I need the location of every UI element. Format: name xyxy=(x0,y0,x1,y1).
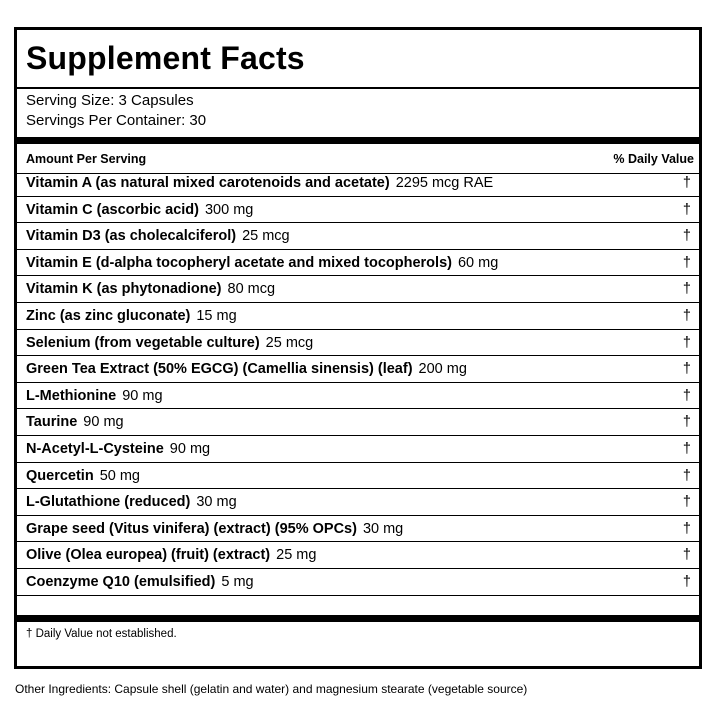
nutrient-amount: 90 mg xyxy=(83,414,124,431)
nutrient-amount: 5 mg xyxy=(221,573,254,590)
nutrient-name: Vitamin D3 (as cholecalciferol) xyxy=(26,228,237,245)
nutrient-amount: 80 mcg xyxy=(227,281,276,298)
nutrient-amount: 60 mg xyxy=(457,254,499,271)
nutrient-name: Vitamin K (as phytonadione) xyxy=(26,281,222,298)
daily-value: † xyxy=(682,228,691,245)
nutrient-amount: 25 mcg xyxy=(242,228,290,245)
supplement-facts-panel xyxy=(14,27,702,669)
nutrient-name: Coenzyme Q10 (emulsified) xyxy=(26,573,216,590)
nutrient-amount: 90 mg xyxy=(122,387,163,404)
daily-value: † xyxy=(682,281,691,298)
table-row xyxy=(17,170,699,197)
servings-per-container: Servings Per Container: 30 xyxy=(26,112,207,129)
daily-value: † xyxy=(682,547,691,564)
nutrient-amount: 2295 mcg RAE xyxy=(395,175,494,191)
table-row xyxy=(17,250,699,277)
nutrient-name: Vitamin C (ascorbic acid) xyxy=(26,201,199,218)
daily-value: † xyxy=(682,573,691,590)
other-ingredients: Other Ingredients: Capsule shell (gelatin and water) and magnesium stearate (vegetable source) xyxy=(15,682,528,696)
footer-divider xyxy=(17,615,699,622)
nutrient-amount: 200 mg xyxy=(418,361,467,378)
table-row xyxy=(17,276,699,303)
daily-value: † xyxy=(682,414,691,431)
nutrient-name: Vitamin A (as natural mixed carotenoids and acetate) xyxy=(26,175,390,191)
nutrient-name: Grape seed (Vitus vinifera) (extract) (95% OPCs) xyxy=(26,520,357,537)
footnote: † Daily Value not established. xyxy=(26,628,177,640)
nutrient-name: Taurine xyxy=(26,414,78,431)
table-row xyxy=(17,383,699,410)
table-row xyxy=(17,409,699,436)
table-row xyxy=(17,489,699,516)
title-divider xyxy=(17,87,699,89)
nutrient-table xyxy=(17,170,699,596)
nutrient-amount: 30 mg xyxy=(196,494,237,511)
amount-per-serving-header: Amount Per Serving xyxy=(26,152,147,166)
daily-value: † xyxy=(682,175,691,191)
table-row xyxy=(17,463,699,490)
daily-value-header: % Daily Value xyxy=(613,152,694,166)
table-row xyxy=(17,356,699,383)
nutrient-name: Vitamin E (d-alpha tocopheryl acetate and mixed tocopherols) xyxy=(26,254,452,271)
table-row xyxy=(17,223,699,250)
table-row xyxy=(17,330,699,357)
table-row xyxy=(17,542,699,569)
daily-value: † xyxy=(682,334,691,351)
table-row xyxy=(17,303,699,330)
nutrient-amount: 25 mg xyxy=(276,547,317,564)
daily-value: † xyxy=(682,387,691,404)
serving-size: Serving Size: 3 Capsules xyxy=(26,92,194,109)
daily-value: † xyxy=(682,494,691,511)
nutrient-amount: 15 mg xyxy=(196,307,237,324)
daily-value: † xyxy=(682,254,691,271)
daily-value: † xyxy=(682,307,691,324)
nutrient-name: Quercetin xyxy=(26,467,94,484)
nutrient-name: L-Methionine xyxy=(26,387,117,404)
nutrient-amount: 50 mg xyxy=(99,467,140,484)
nutrient-amount: 25 mcg xyxy=(265,334,314,351)
daily-value: † xyxy=(682,361,691,378)
table-row xyxy=(17,436,699,463)
nutrient-name: Selenium (from vegetable culture) xyxy=(26,334,260,351)
nutrient-amount: 30 mg xyxy=(362,520,404,537)
nutrient-name: Olive (Olea europea) (fruit) (extract) xyxy=(26,547,271,564)
nutrient-amount: 90 mg xyxy=(169,440,211,457)
table-row xyxy=(17,516,699,543)
daily-value: † xyxy=(682,520,691,537)
nutrient-name: L-Glutathione (reduced) xyxy=(26,494,191,511)
nutrient-name: Zinc (as zinc gluconate) xyxy=(26,307,191,324)
nutrient-amount: 300 mg xyxy=(204,201,254,218)
table-row xyxy=(17,197,699,224)
nutrient-name: Green Tea Extract (50% EGCG) (Camellia sinensis) (leaf) xyxy=(26,361,413,378)
daily-value: † xyxy=(682,440,691,457)
serving-divider xyxy=(17,137,699,144)
panel-title: Supplement Facts xyxy=(26,40,305,76)
table-row xyxy=(17,569,699,596)
daily-value: † xyxy=(682,201,691,218)
daily-value: † xyxy=(682,467,691,484)
nutrient-name: N-Acetyl-L-Cysteine xyxy=(26,440,164,457)
